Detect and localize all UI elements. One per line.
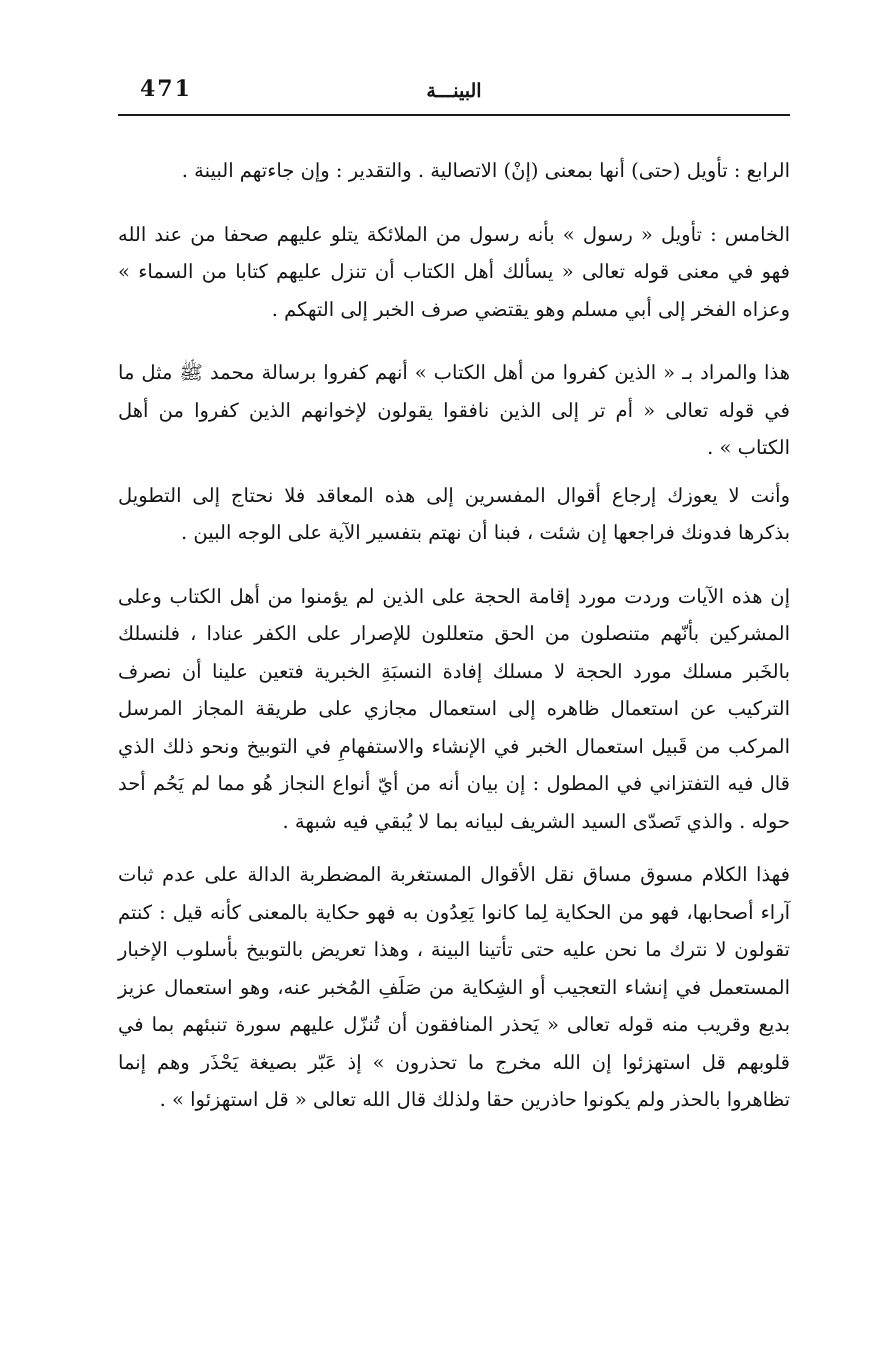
paragraph-commentators-views: وأنت لا يعوزك إرجاع أقوال المفسرين إلى هذه المعاقد فلا نحتاج إلى التطويل بذكرها فدونك فراجعها إن شئت ، فبنا أن نهتم بتفسير الآية على الوجه البين . — [118, 483, 790, 544]
page-body — [118, 152, 790, 1119]
page-header — [118, 70, 790, 116]
paragraph-meaning-of-disbelievers: هذا والمراد بـ « الذين كفروا من أهل الكتاب » أنهم كفروا برسالة محمد ﷺ مثل ما في قوله تعالى « أم تر إلى الذين نافقوا يقولون لإخوانهم الذين كفروا من أهل الكتاب » . — [118, 361, 790, 459]
running-title: البينـــة — [426, 80, 482, 102]
paragraph-spacer — [118, 190, 790, 216]
header-divider — [118, 114, 790, 116]
paragraph-argument-of-verses: إن هذه الآيات وردت مورد إقامة الحجة على الذين لم يؤمنوا من أهل الكتاب وعلى المشركين بأنّهم متنصلون من الحق متعللون للإصرار على الكفر عنادا ، فلنسلك بالخَبر مسلك مورد الحجة لا مسلك إفادة النسبَةِ الخبرية فتعين علينا أن نصرف التركيب عن استعمال ظاهره إلى استعمال مجازي على طريقة المجاز المرسل المركب من قَبيل استعمال الخبر في الإنشاء والاستفهامِ في التوبيخ ونحو ذلك الذي قال فيه التفتزاني في المطول : إن بيان أنه من أيّ أنواع النجاز هُو مما لم يَحُم أحد حوله . والذي تَصدّى السيد الشريف لبيانه بما لا يُبقي فيه شبهة . — [118, 584, 790, 833]
paragraph-spacer — [118, 328, 790, 354]
paragraph-spacer — [118, 467, 790, 477]
paragraph-spacer — [118, 840, 790, 856]
paragraph-narrated-speech: فهذا الكلام مسوق مساق نقل الأقوال المستغربة المضطربة الدالة على عدم ثبات آراء أصحابها، فهو من الحكاية لِما كانوا يَعِدُون به فهو حكاية بالمعنى كأنه قيل : كنتم تقولون لا نترك ما نحن عليه حتى تأتينا البينة ، وهذا تعريض بالتوبيخ بأسلوب الإخبار المستعمل في إنشاء التعجيب أو الشِكاية من صَلَفِ المُخبر عنه، وهو استعمال عزيز بديع وقريب منه قوله تعالى « يَحذر المنافقون أن تُنزّل عليهم سورة تنبئهم بما في قلوبهم قل استهزئوا إن الله مخرج ما تحذرون » إذ عَبّر بصيغة يَحْذَر وهم إنما تظاهروا بالحذر ولم يكونوا حاذرين حقا ولذلك قال الله تعالى « قل استهزئوا » . — [118, 863, 790, 1111]
page-number: 471 — [140, 76, 192, 102]
paragraph-spacer — [118, 552, 790, 578]
paragraph-fifth-interpretation: الخامس : تأويل « رسول » بأنه رسول من الملائكة يتلو عليهم صحفا من عند الله فهو في معنى قوله تعالى « يسألك أهل الكتاب أن تنزل عليهم كتابا من السماء » وعزاه الفخر إلى أبي مسلم وهو يقتضي صرف الخبر إلى التهكم . — [118, 222, 790, 321]
paragraph-fourth-interpretation: الرابع : تأويل (حتى) أنها بمعنى (إنْ) الاتصالية . والتقدير : وإن جاءتهم البينة . — [181, 159, 790, 182]
